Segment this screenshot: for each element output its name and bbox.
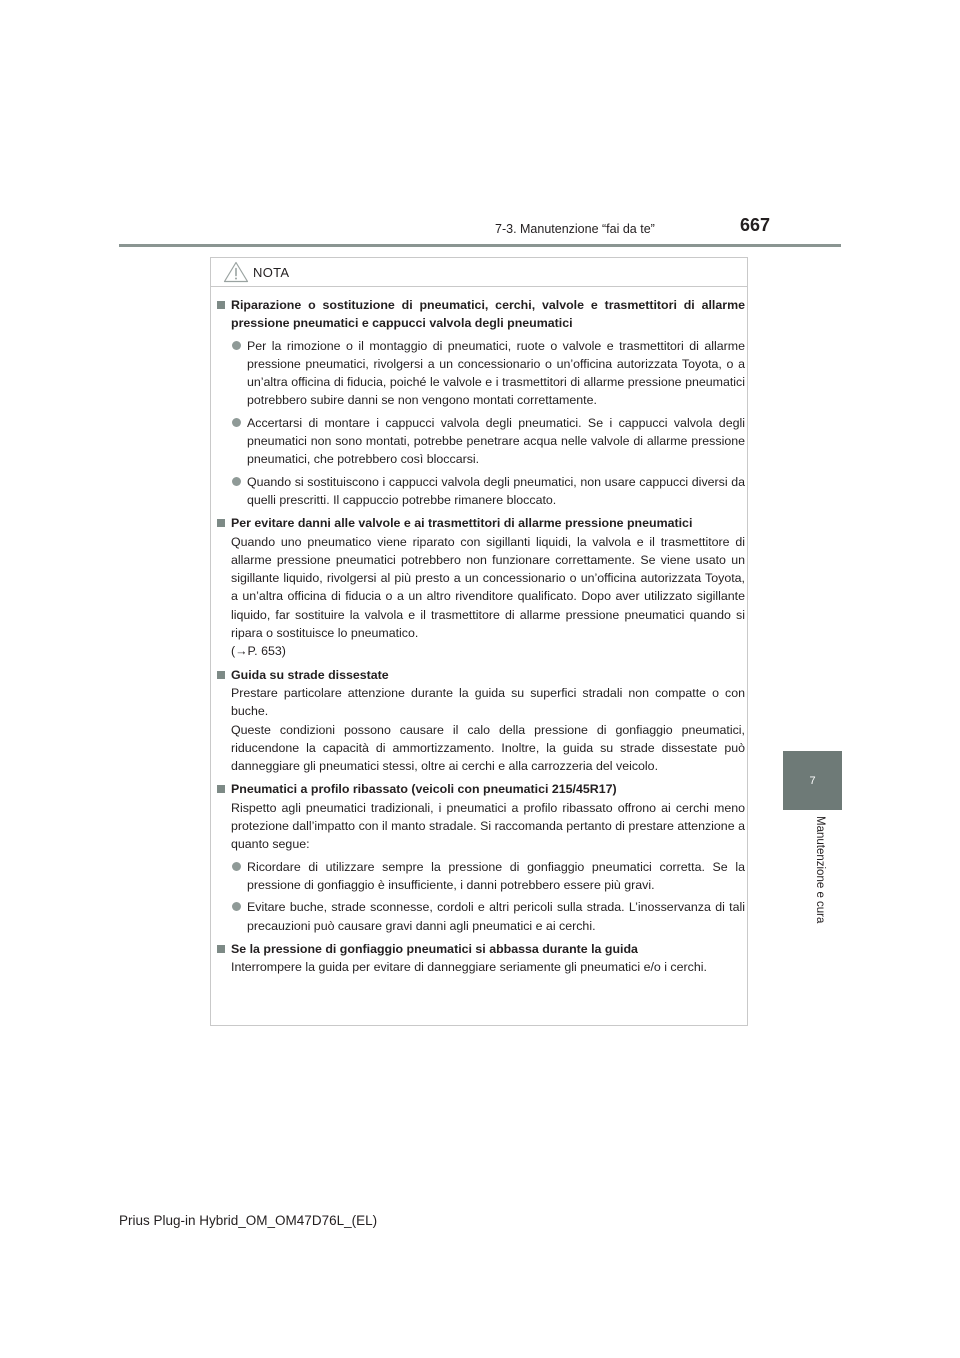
bullet-text: Ricordare di utilizzare sempre la pressione di gonfiaggio pneumatici corretta. Se la pressione di gonfiaggio è insufficiente, i danni potrebbero essere più gravi. xyxy=(247,859,745,892)
bullet-item xyxy=(217,414,745,469)
section-heading-text: Pneumatici a profilo ribassato (veicoli con pneumatici 215/45R17) xyxy=(231,782,617,797)
chapter-section-title: 7-3. Manutenzione “fai da te” xyxy=(495,222,655,236)
section-heading-text: Per evitare danni alle valvole e ai trasmettitori di allarme pressione pneumatici xyxy=(231,516,693,531)
bullet-item xyxy=(217,473,745,510)
note-box xyxy=(210,257,748,1026)
section-heading-text: Guida su strade dissestate xyxy=(231,667,389,682)
page-reference-link[interactable]: (→P. 653) xyxy=(231,644,286,659)
section-heading xyxy=(217,940,745,958)
chapter-tab-label: Manutenzione e cura xyxy=(814,816,826,924)
note-section xyxy=(217,780,745,934)
circle-bullet-icon xyxy=(232,902,241,911)
chapter-tab xyxy=(783,751,842,810)
circle-bullet-icon xyxy=(232,477,241,486)
bullet-item xyxy=(217,858,745,895)
section-heading xyxy=(217,514,745,532)
circle-bullet-icon xyxy=(232,418,241,427)
section-paragraph: Prestare particolare attenzione durante la guida su superfici stradali non compatte o con buche. xyxy=(231,685,745,719)
section-heading-text: Riparazione o sostituzione di pneumatici, cerchi, valvole e trasmettitori di allarme pressione pneumatici e cappucci valvola degli pneumatici xyxy=(231,298,745,331)
note-title: NOTA xyxy=(253,264,290,280)
note-header xyxy=(223,258,289,286)
bullet-item xyxy=(217,337,745,410)
chapter-tab-number: 7 xyxy=(809,775,816,787)
section-heading xyxy=(217,666,745,684)
bullet-text: Evitare buche, strade sconnesse, cordoli e altri pericoli sulla strada. L’inosservanza di tali precauzioni può causare gravi danni agli pneumatici e ai cerchi. xyxy=(247,900,745,933)
bullet-text: Per la rimozione o il montaggio di pneumatici, ruote o valvole e trasmettitori di allarme pressione pneumatici, rivolgersi a un concessionario o un’officina autorizzata Toyota, o a un’altra officina di fiducia, poiché le valvole e i trasmettitori di allarme pressione pneumatici potrebbero subire danni se non vengono montati correttamente. xyxy=(247,338,745,408)
note-section xyxy=(217,666,745,776)
square-bullet-icon xyxy=(217,671,225,679)
square-bullet-icon xyxy=(217,301,225,309)
bullet-text: Accertarsi di montare i cappucci valvola degli pneumatici. Se i cappucci valvola degli pneumatici non sono montati, potrebbe penetrare acqua nelle valvole di allarme pressione pneumatici, che potrebbero così bloccarsi. xyxy=(247,415,745,467)
bullet-text: Quando si sostituiscono i cappucci valvola degli pneumatici, non usare cappucci diversi da quelli prescritti. Il cappuccio potrebbe rimanere bloccato. xyxy=(247,474,745,507)
note-section xyxy=(217,296,745,509)
circle-bullet-icon xyxy=(232,341,241,350)
section-paragraph: Interrompere la guida per evitare di danneggiare seriamente gli pneumatici e/o i cerchi. xyxy=(231,960,707,975)
header-rule xyxy=(119,244,841,247)
page-number: 667 xyxy=(740,215,771,235)
note-divider xyxy=(211,286,747,287)
warning-triangle-icon xyxy=(223,261,249,283)
bullet-item xyxy=(217,898,745,935)
note-section xyxy=(217,940,745,977)
square-bullet-icon xyxy=(217,785,225,793)
document-footer: Prius Plug-in Hybrid_OM_OM47D76L_(EL) xyxy=(119,1213,378,1228)
section-heading xyxy=(217,296,745,333)
section-heading xyxy=(217,780,745,798)
note-section xyxy=(217,514,745,660)
circle-bullet-icon xyxy=(232,862,241,871)
square-bullet-icon xyxy=(217,519,225,527)
square-bullet-icon xyxy=(217,945,225,953)
note-body xyxy=(217,296,745,981)
section-paragraph: Rispetto agli pneumatici tradizionali, i pneumatici a profilo ribassato offrono ai cerchi meno protezione dall’impatto con il manto stradale. Si raccomanda pertanto di prestare attenzione a quanto segue: xyxy=(231,800,745,852)
section-paragraph: Quando uno pneumatico viene riparato con sigillanti liquidi, la valvola e il trasmettitore di allarme pressione pneumatici potrebbero non funzionare correttamente. Se viene usato un sigillante liquido, rivolgersi al più presto a un concessionario o un’officina autorizzata Toyota, a un’altra officina di fiducia o a un altro rivenditore qualificato. Dopo aver utilizzato sigillante liquido, far sostituire la valvola e il trasmettitore di allarme pressione pneumatici quando si ripara o sostituisce lo pneumatico. xyxy=(231,534,745,641)
section-paragraph: Queste condizioni possono causare il calo della pressione di gonfiaggio pneumatici, riducendone la capacità di ammortizzamento. Inoltre, la guida su strade dissestate può danneggiare gli pneumatici stessi, oltre ai cerchi e alla carrozzeria del veicolo. xyxy=(231,722,745,774)
section-heading-text: Se la pressione di gonfiaggio pneumatici si abbassa durante la guida xyxy=(231,941,638,956)
